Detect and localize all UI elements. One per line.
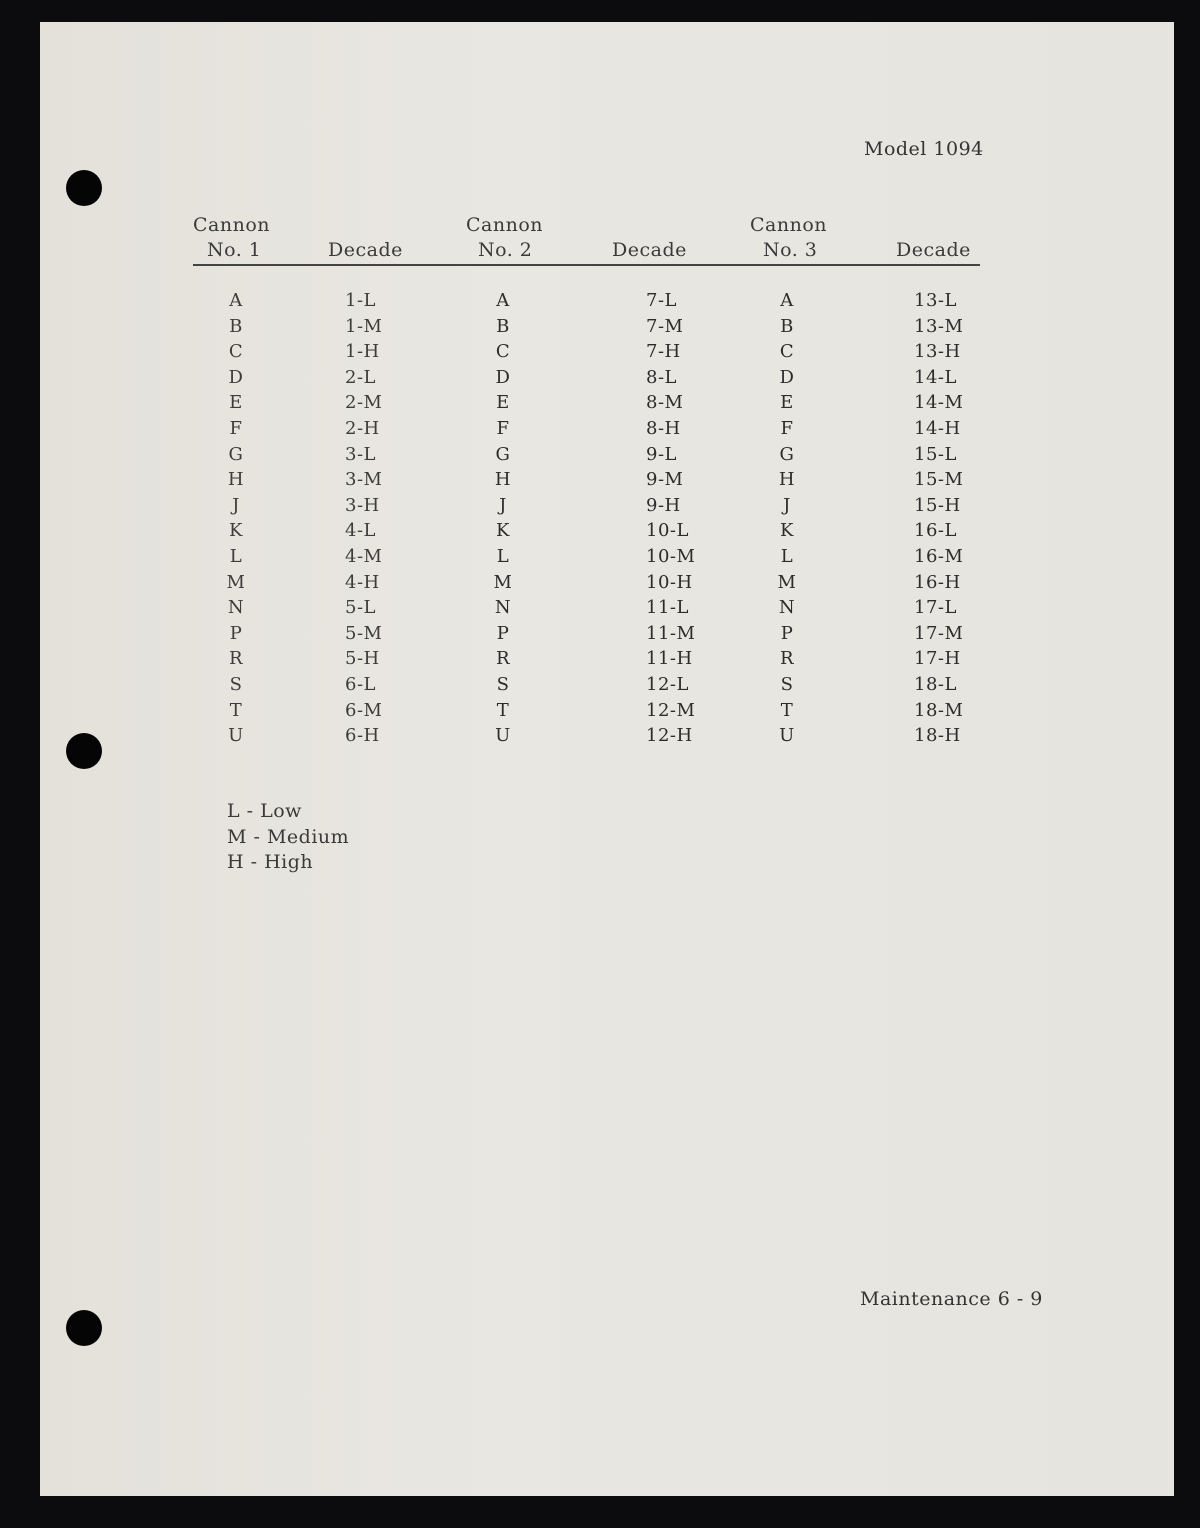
table-cell: 9-M xyxy=(646,469,684,491)
column-header-line2: No. 2 xyxy=(478,239,533,261)
table-cell: 12-M xyxy=(646,699,696,721)
binder-hole-top xyxy=(66,170,102,206)
table-cell: 12-H xyxy=(646,725,693,747)
table-cell: 18-M xyxy=(914,699,964,721)
table-cell: E xyxy=(780,392,794,414)
table-cell: C xyxy=(495,341,511,363)
table-cell: T xyxy=(496,699,510,721)
table-cell: 16-M xyxy=(914,546,964,567)
column-header-line2: Decade xyxy=(612,239,687,261)
table-cell: 3-H xyxy=(345,494,380,516)
table-cell: H xyxy=(494,469,512,491)
header-rule xyxy=(193,264,980,266)
table-cell: U xyxy=(779,725,795,747)
table-cell: 15-L xyxy=(914,443,957,465)
table-cell: 6-H xyxy=(345,725,380,747)
table-cell: K xyxy=(229,520,243,542)
table-cell: P xyxy=(229,622,243,644)
table-cell: H xyxy=(227,469,245,491)
column-header-line2: Decade xyxy=(328,239,403,261)
table-cell: 4-M xyxy=(345,546,383,567)
table-cell: U xyxy=(495,725,511,747)
model-number: Model 1094 xyxy=(864,138,984,160)
table-cell: S xyxy=(496,674,510,695)
table-cell: 2-L xyxy=(345,366,376,388)
table-cell: S xyxy=(780,674,794,695)
table-cell: A xyxy=(496,290,510,311)
table-cell: P xyxy=(496,622,510,644)
table-cell: G xyxy=(495,443,511,465)
table-cell: 17-H xyxy=(914,648,961,670)
table-cell: L xyxy=(780,546,794,567)
table-cell: 1-L xyxy=(345,290,376,311)
table-cell: N xyxy=(227,597,245,619)
table-cell: K xyxy=(496,520,510,542)
table-cell: B xyxy=(229,315,243,337)
table-cell: 7-M xyxy=(646,315,684,337)
table-cell: 11-L xyxy=(646,597,689,619)
table-cell: K xyxy=(780,520,794,542)
table-cell: N xyxy=(494,597,512,619)
table-cell: 10-H xyxy=(646,571,693,593)
table-cell: 8-L xyxy=(646,366,677,388)
table-cell: 13-M xyxy=(914,315,964,337)
table-cell: 6-L xyxy=(345,674,376,695)
table-cell: G xyxy=(779,443,795,465)
table-cell: 11-M xyxy=(646,622,696,644)
table-cell: 6-M xyxy=(345,699,383,721)
table-cell: N xyxy=(778,597,796,619)
table-cell: D xyxy=(779,366,795,388)
table-cell: R xyxy=(495,648,511,670)
table-cell: 11-H xyxy=(646,648,693,670)
table-cell: J xyxy=(232,494,240,516)
table-cell: 5-H xyxy=(345,648,380,670)
table-cell: G xyxy=(228,443,244,465)
table-cell: 8-M xyxy=(646,392,684,414)
table-cell: A xyxy=(780,290,794,311)
table-cell: 14-H xyxy=(914,418,961,439)
table-cell: 5-M xyxy=(345,622,383,644)
table-cell: M xyxy=(226,571,246,593)
column-header-line1: Cannon xyxy=(466,214,544,236)
legend-item: M - Medium xyxy=(227,825,350,848)
table-cell: B xyxy=(780,315,794,337)
table-cell: 2-M xyxy=(345,392,383,414)
table-cell: M xyxy=(777,571,797,593)
table-cell: 13-H xyxy=(914,341,961,363)
table-cell: U xyxy=(228,725,244,747)
table-cell: M xyxy=(493,571,513,593)
table-cell: E xyxy=(496,392,510,414)
table-cell: L xyxy=(229,546,243,567)
legend-item: L - Low xyxy=(227,800,302,822)
table-cell: B xyxy=(496,315,510,337)
table-cell: 8-H xyxy=(646,418,681,439)
table-cell: C xyxy=(779,341,795,363)
table-cell: 17-L xyxy=(914,597,957,619)
table-cell: 12-L xyxy=(646,674,689,695)
table-cell: S xyxy=(229,674,243,695)
table-cell: C xyxy=(228,341,244,363)
table-cell: H xyxy=(778,469,796,491)
table-cell: 4-L xyxy=(345,520,376,542)
table-cell: 13-L xyxy=(914,290,957,311)
table-cell: 18-H xyxy=(914,725,961,747)
column-header-line1: Cannon xyxy=(750,214,828,236)
table-cell: 14-M xyxy=(914,392,964,414)
table-cell: T xyxy=(229,699,243,721)
table-cell: 16-H xyxy=(914,571,961,593)
table-cell: D xyxy=(228,366,244,388)
table-cell: 3-M xyxy=(345,469,383,491)
table-cell: L xyxy=(496,546,510,567)
table-cell: 15-H xyxy=(914,494,961,516)
column-header-line2: Decade xyxy=(896,239,971,261)
table-cell: E xyxy=(229,392,243,414)
table-cell: 9-H xyxy=(646,494,681,516)
table-cell: F xyxy=(780,418,794,439)
table-cell: 3-L xyxy=(345,443,376,465)
table-cell: 15-M xyxy=(914,469,964,491)
table-cell: 10-L xyxy=(646,520,689,542)
column-header-line2: No. 3 xyxy=(763,239,818,261)
table-cell: R xyxy=(228,648,244,670)
table-cell: 7-L xyxy=(646,290,677,311)
table-cell: T xyxy=(780,699,794,721)
table-cell: J xyxy=(499,494,507,516)
legend-item: H - High xyxy=(227,851,314,874)
table-cell: 4-H xyxy=(345,571,380,593)
table-cell: A xyxy=(229,290,243,311)
column-header-line2: No. 1 xyxy=(207,239,262,261)
table-cell: 1-H xyxy=(345,341,380,363)
table-cell: D xyxy=(495,366,511,388)
table-cell: 16-L xyxy=(914,520,957,542)
table-cell: 2-H xyxy=(345,418,380,439)
table-cell: 7-H xyxy=(646,341,681,363)
column-header-line1: Cannon xyxy=(193,214,271,236)
page-footer: Maintenance 6 - 9 xyxy=(860,1288,1043,1310)
binder-hole-bottom xyxy=(66,1310,102,1346)
table-cell: R xyxy=(779,648,795,670)
table-cell: 14-L xyxy=(914,366,957,388)
table-cell: 1-M xyxy=(345,315,383,337)
table-cell: 17-M xyxy=(914,622,964,644)
table-cell: P xyxy=(780,622,794,644)
table-cell: 9-L xyxy=(646,443,677,465)
table-cell: 5-L xyxy=(345,597,376,619)
table-cell: J xyxy=(783,494,791,516)
table-cell: 18-L xyxy=(914,674,957,695)
table-cell: F xyxy=(229,418,243,439)
table-cell: 10-M xyxy=(646,546,696,567)
table-cell: F xyxy=(496,418,510,439)
binder-hole-middle xyxy=(66,733,102,769)
